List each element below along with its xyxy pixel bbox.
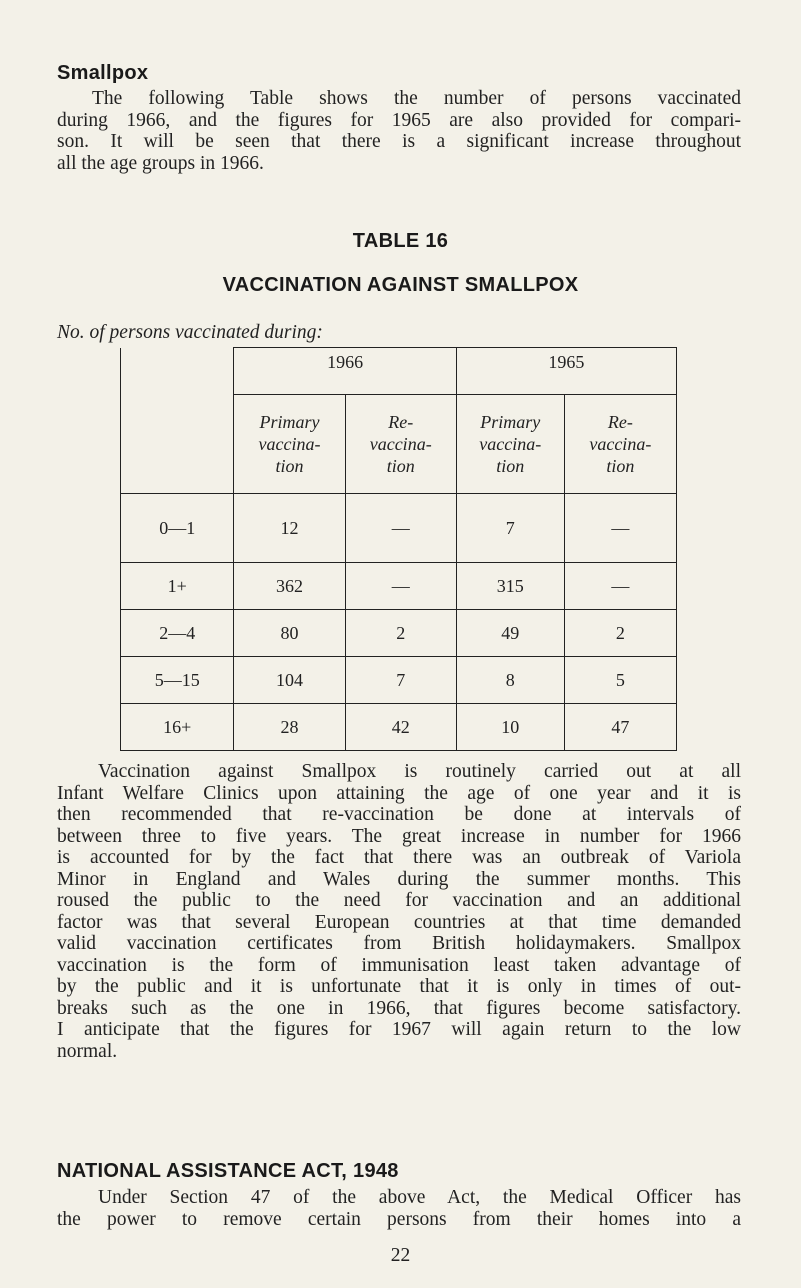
table-subtitle: VACCINATION AGAINST SMALLPOX (222, 274, 579, 296)
table-row (121, 563, 677, 610)
table-cell: 315 (456, 563, 564, 610)
age-group-cell: 2—4 (121, 610, 234, 657)
body-paragraph (57, 761, 741, 1062)
table-row (121, 494, 677, 563)
table-cell: 10 (456, 704, 564, 751)
table-caption: No. of persons vaccinated during: (57, 322, 323, 343)
text-line: factor was that several European countries at that time demanded (57, 911, 741, 933)
section-title: Smallpox (57, 62, 149, 84)
table-cell: 8 (456, 657, 564, 704)
text-line: Minor in England and Wales during the summer months. This (57, 868, 741, 890)
year-header-1965: 1965 (456, 348, 676, 395)
table-cell: 5 (564, 657, 676, 704)
table-year-row (121, 348, 677, 395)
subheader-primary-1965: Primary vaccina- tion (456, 395, 564, 494)
table-cell: 42 (345, 704, 456, 751)
table-row (121, 704, 677, 751)
table-title: TABLE 16 (352, 230, 449, 252)
section2-paragraph (57, 1187, 741, 1230)
text-line: roused the public to the need for vaccination and an additional (57, 890, 741, 911)
table-cell: 104 (234, 657, 345, 704)
text-line: The following Table shows the number of persons vaccinated (92, 88, 741, 109)
table-cell: 362 (234, 563, 345, 610)
age-group-cell: 0—1 (121, 494, 234, 563)
text-line: between three to five years. The great increase in number for 1966 (57, 825, 741, 847)
table-cell: — (345, 494, 456, 563)
text-line: during 1966, and the figures for 1965 are also provided for compari- (57, 109, 741, 131)
text-line: vaccination is the form of immunisation least taken advantage of (57, 954, 741, 976)
text-line: breaks such as the one in 1966, that figures become satisfactory. (57, 997, 741, 1019)
year-header-1966: 1966 (234, 348, 456, 395)
table-row (121, 657, 677, 704)
table-cell: 7 (345, 657, 456, 704)
age-group-cell: 5—15 (121, 657, 234, 704)
table-cell: 7 (456, 494, 564, 563)
table-cell: 12 (234, 494, 345, 563)
text-line: normal. (57, 1040, 118, 1062)
text-line: all the age groups in 1966. (57, 152, 264, 174)
table-cell: 49 (456, 610, 564, 657)
section2-title: NATIONAL ASSISTANCE ACT, 1948 (57, 1160, 399, 1182)
text-line: I anticipate that the figures for 1967 will again return to the low (57, 1019, 741, 1040)
text-line: is accounted for by the fact that there was an outbreak of Variola (57, 847, 741, 868)
table-cell: 47 (564, 704, 676, 751)
vaccination-table (120, 347, 677, 751)
age-group-cell: 1+ (121, 563, 234, 610)
subheader-primary-1966: Primary vaccina- tion (234, 395, 345, 494)
table-cell: — (564, 494, 676, 563)
table-cell: 28 (234, 704, 345, 751)
table-cell: 80 (234, 610, 345, 657)
text-line: Vaccination against Smallpox is routinely carried out at all (98, 761, 741, 782)
text-line: valid vaccination certificates from British holidaymakers. Smallpox (57, 933, 741, 954)
subheader-revaccination-1966: Re- vaccina- tion (345, 395, 456, 494)
table-corner-cell (121, 348, 234, 494)
text-line: Infant Welfare Clinics upon attaining the age of one year and it is (57, 782, 741, 804)
table-cell: 2 (564, 610, 676, 657)
text-line: then recommended that re-vaccination be done at intervals of (57, 804, 741, 825)
table-cell: — (345, 563, 456, 610)
table-cell: — (564, 563, 676, 610)
text-line: son. It will be seen that there is a significant increase throughout (57, 131, 741, 152)
subheader-revaccination-1965: Re- vaccina- tion (564, 395, 676, 494)
table-cell: 2 (345, 610, 456, 657)
text-line: the power to remove certain persons from their homes into a (57, 1208, 741, 1230)
age-group-cell: 16+ (121, 704, 234, 751)
table-row (121, 610, 677, 657)
intro-paragraph (57, 88, 741, 174)
text-line: Under Section 47 of the above Act, the Medical Officer has (98, 1187, 741, 1208)
text-line: by the public and it is unfortunate that it is only in times of out- (57, 976, 741, 997)
page-number: 22 (390, 1245, 411, 1266)
